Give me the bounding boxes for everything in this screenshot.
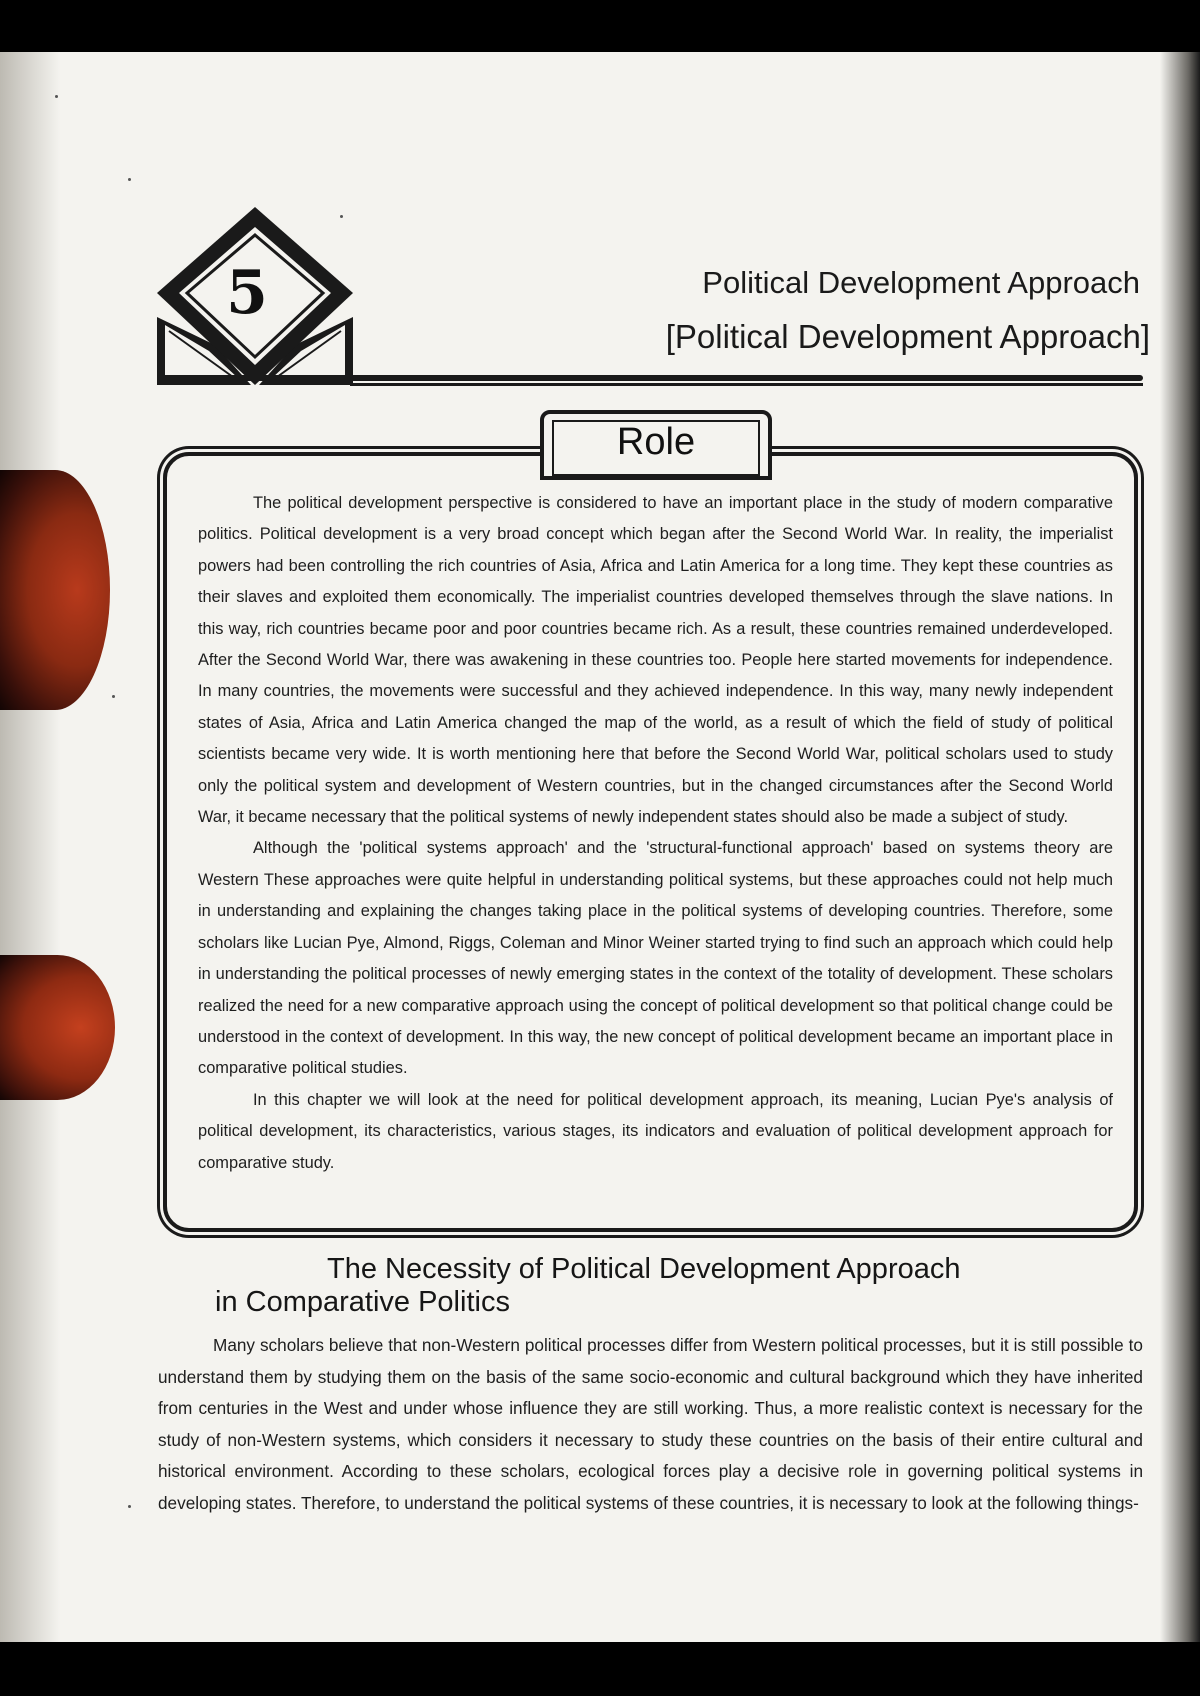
role-text-block (198, 488, 1113, 1179)
chapter-title: Political Development Approach (702, 265, 1140, 300)
section-heading-line: The Necessity of Political Development Approach (327, 1253, 961, 1285)
paper-speck (55, 95, 58, 98)
paper-speck (112, 695, 115, 698)
page-right-shadow (1160, 52, 1200, 1642)
finger-holding-page (0, 955, 115, 1100)
role-paragraph: Although the 'political systems approach' and the 'structural-functional approach' based on systems theory are Western These approaches were quite helpful in understanding political systems, but these approaches could not help much in understanding and explaining the changes taking place in the political systems of developing countries. Therefore, some scholars like Lucian Pye, Almond, Riggs, Coleman and Minor Weiner started trying to find such an approach which could help in understanding the political processes of newly emerging states in the context of the totality of development. These scholars realized the need for a new comparative approach using the concept of political development so that political change could be understood in the context of development. In this way, the new concept of political development became an important place in comparative political studies. (198, 839, 1113, 1078)
finger-holding-page (0, 470, 110, 710)
section-heading-line: in Comparative Politics (215, 1286, 510, 1318)
header-rule-thin (350, 383, 1143, 386)
role-label: Role (616, 421, 696, 463)
paper-speck (128, 1505, 131, 1508)
header-rule (158, 375, 1143, 381)
section-body (158, 1330, 1143, 1519)
chapter-number: 5 (226, 258, 268, 328)
paper-speck (128, 178, 131, 181)
page-left-shadow (0, 52, 60, 1642)
section-paragraph: Many scholars believe that non-Western political processes differ from Western political processes, but it is still possible to understand them by studying them on the basis of the same socio-economic and cultural background which they have inherited from centuries in the West and under whose influence they are still working. Thus, a more realistic context is necessary for the study of non-Western systems, which considers it necessary to study these countries on the basis of their entire cultural and historical environment. According to these scholars, ecological forces play a decisive role in governing political systems in developing states. Therefore, to understand the political systems of these countries, it is necessary to look at the following things- (158, 1335, 1143, 1513)
section-heading (215, 1253, 1115, 1319)
role-paragraph: In this chapter we will look at the need for political development approach, its meaning, Lucian Pye's analysis of political development, its characteristics, various stages, its indicators and evaluation of political development approach for comparative study. (198, 1090, 1113, 1172)
role-paragraph: The political development perspective is considered to have an important place in the study of modern comparative politics. Political development is a very broad concept which began after the Second World War. In reality, the imperialist powers had been controlling the rich countries of Asia, Africa and Latin America for a long time. They kept these countries as their slaves and exploited them economically. The imperialist countries developed themselves through the slave nations. In this way, rich countries became poor and poor countries became rich. As a result, these countries remained underdeveloped. After the Second World War, there was awakening in these countries too. People here started movements for independence. In many countries, the movements were successful and they achieved independence. In this way, many newly independent states of Asia, Africa and Latin America changed the map of the world, as a result of which the field of study of political scientists became very wide. It is worth mentioning here that before the Second World War, political scholars used to study only the political system and development of Western countries, but in the changed circumstances after the Second World War, it became necessary that the political systems of newly independent states should also be made a subject of study. (198, 494, 1113, 827)
chapter-subtitle: [Political Development Approach] (665, 318, 1150, 355)
